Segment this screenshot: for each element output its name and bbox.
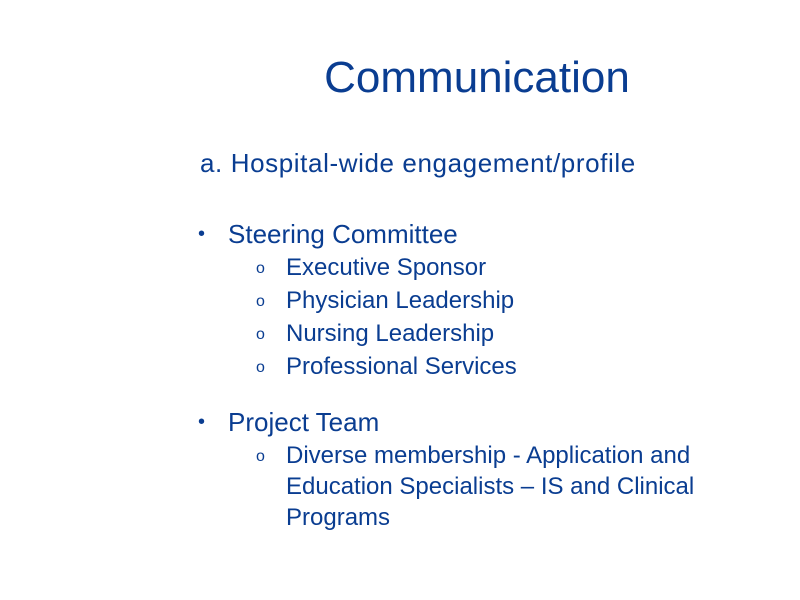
list-item-text: Diverse membership - Application and Education Specialists – IS and Clinical Programs [286,442,695,531]
list-item-text: Professional Services [286,353,517,380]
sub-bullet-list [256,252,758,384]
bullet-heading: Steering Committee [228,219,458,249]
bullet-project-team [198,404,758,440]
list-item [256,318,758,351]
list-item [256,285,758,318]
circle-bullet-icon: o [256,260,265,277]
circle-bullet-icon: o [256,326,265,343]
slide-subtitle: a. Hospital-wide engagement/profile [200,148,636,178]
circle-bullet-icon: o [256,293,265,310]
list-item-text: Executive Sponsor [286,254,487,281]
slide-title: Communication [324,53,630,102]
bullet-dot-icon: • [198,411,206,433]
sub-bullet-list [256,440,758,533]
bullet-dot-icon: • [198,223,206,245]
list-item [256,252,758,285]
section-steering-committee [198,216,758,384]
list-item [256,440,758,533]
list-item-text: Nursing Leadership [286,320,495,347]
section-project-team [198,404,758,533]
list-item-text: Physician Leadership [286,287,515,314]
bullet-heading: Project Team [228,407,380,437]
circle-bullet-icon: o [256,448,265,465]
bullet-steering-committee [198,216,758,252]
list-item [256,351,758,384]
circle-bullet-icon: o [256,359,265,376]
